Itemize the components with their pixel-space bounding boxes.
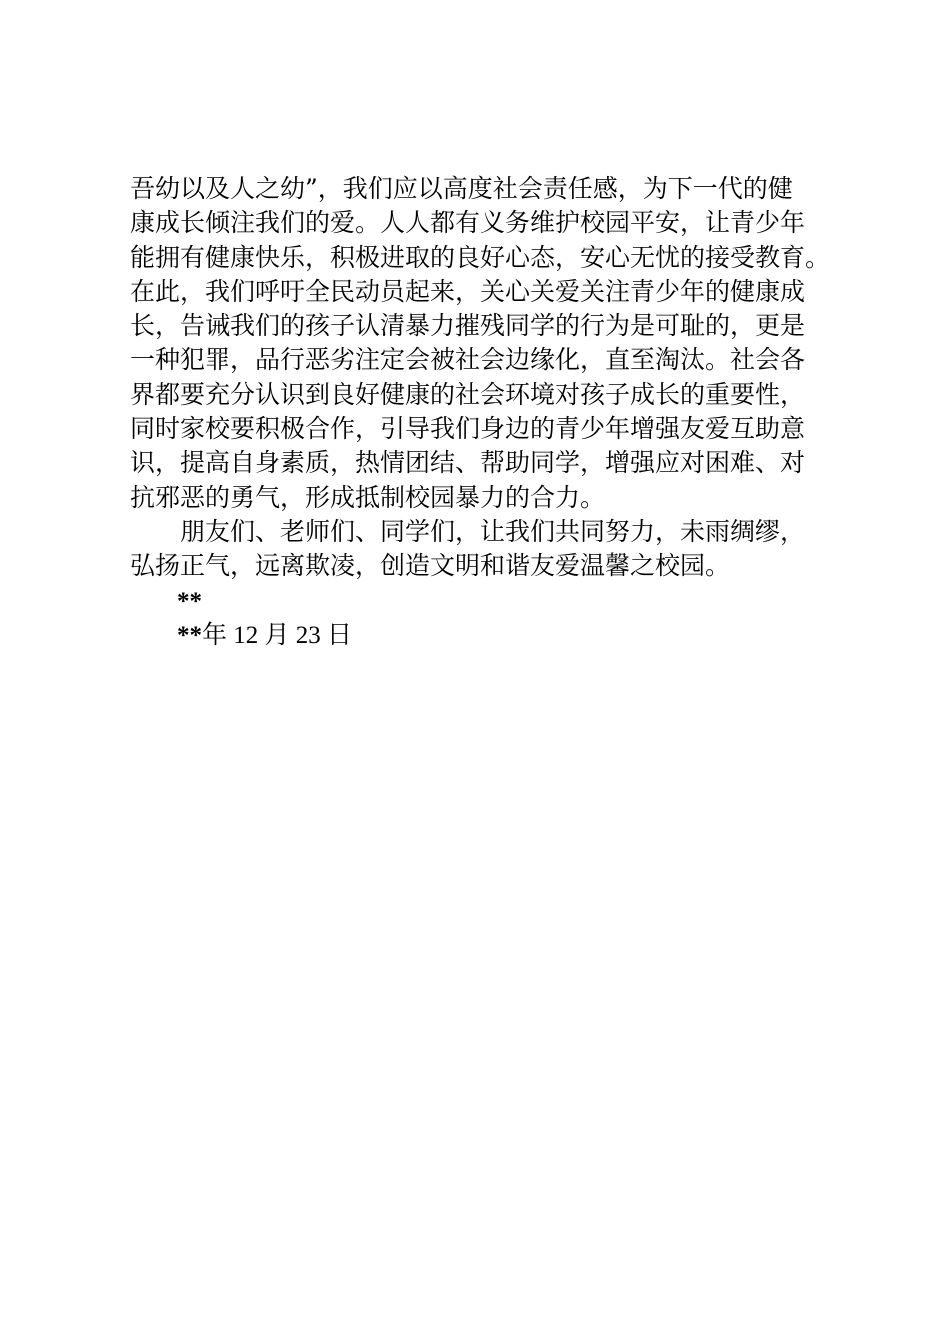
date-prefix-stars: ** — [177, 621, 202, 649]
closing-paragraph-line: 弘扬正气，远离欺凌，创造文明和谐友爱温馨之校园。 — [130, 551, 731, 581]
paragraph-line: 能拥有健康快乐，积极进取的良好心态，安心无忧的接受教育。 — [130, 242, 831, 272]
paragraph-line: 同时家校要积极合作，引导我们身边的青少年增强友爱互助意 — [130, 414, 806, 444]
paragraph-line: 吾幼以及人之幼”，我们应以高度社会责任感，为下一代的健 — [130, 174, 793, 203]
paragraph-line: 康成长倾注我们的爱。人人都有义务维护校园平安，让青少年 — [130, 208, 806, 238]
signature-name — [130, 584, 850, 618]
paragraph-line: 界都要充分认识到良好健康的社会环境对孩子成长的重要性， — [130, 379, 806, 409]
paragraph-line: 一种犯罪，品行恶劣注定会被社会边缘化，直至淘汰。社会各 — [130, 345, 806, 375]
paragraph-line: 识，提高自身素质，热情团结、帮助同学，增强应对困难、对 — [130, 448, 806, 478]
signature-stars: ** — [177, 587, 202, 615]
closing-paragraph-line: 朋友们、老师们、同学们，让我们共同努力，未雨绸缪， — [180, 516, 806, 546]
paragraph-line: 抗邪恶的勇气，形成抵制校园暴力的合力。 — [130, 482, 606, 512]
paragraph-line: 长，告诫我们的孩子认清暴力摧残同学的行为是可耻的，更是 — [130, 311, 806, 341]
paragraph-line: 在此，我们呼吁全民动员起来，关心关爱关注青少年的健康成 — [130, 276, 806, 306]
signature-date — [130, 618, 850, 652]
document-body — [130, 172, 850, 652]
date-text: 年 12 月 23 日 — [202, 621, 353, 649]
